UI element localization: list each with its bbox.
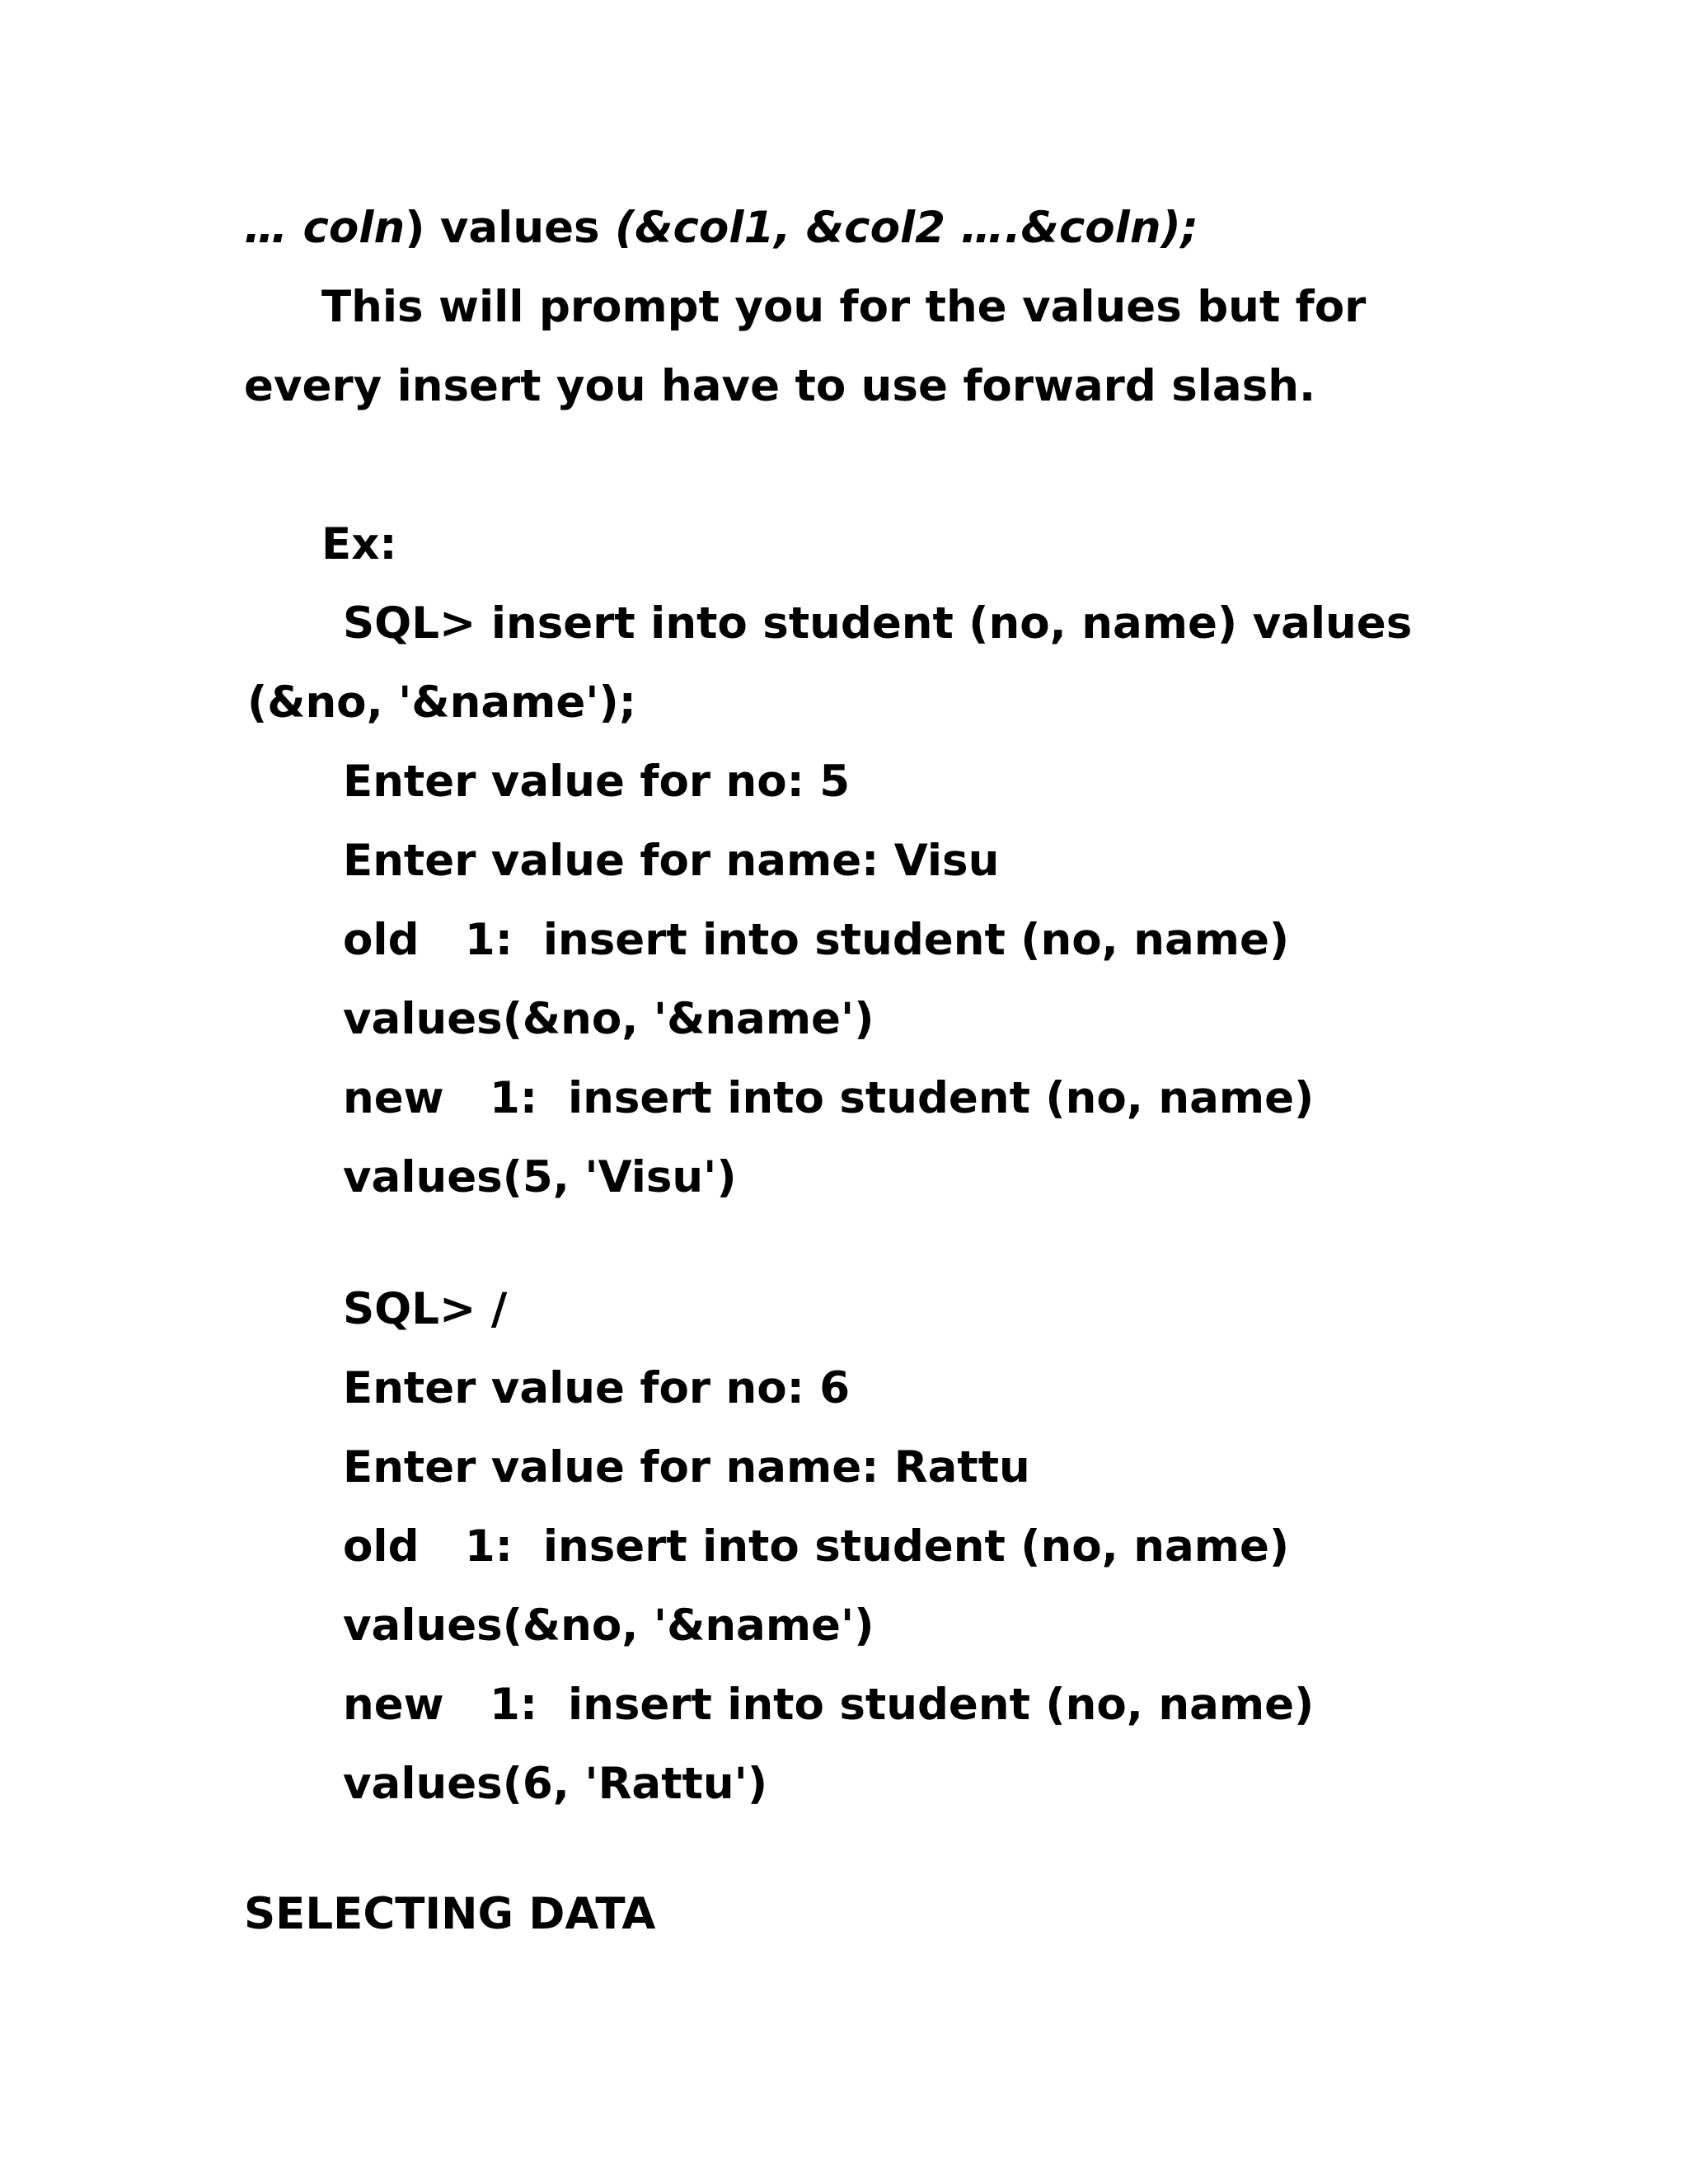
example-label: Ex: (321, 519, 397, 569)
paragraph-line-1: This will prompt you for the values but for (321, 282, 1367, 332)
paragraph-line-2: every insert you have to use forward slash. (244, 361, 1316, 411)
section-heading: SELECTING DATA (244, 1889, 656, 1939)
code-line: values(6, 'Rattu') (343, 1759, 768, 1809)
code-line: SQL> insert into student (no, name) values (343, 598, 1413, 649)
code-line: Enter value for name: Rattu (343, 1442, 1030, 1493)
code-line: old 1: insert into student (no, name) (343, 1521, 1290, 1572)
code-line: (&no, '&name'); (247, 677, 636, 728)
code-line: values(&no, '&name') (343, 994, 874, 1044)
code-line: SQL> / (343, 1284, 508, 1334)
code-line: Enter value for no: 5 (343, 757, 851, 807)
syntax-line (244, 203, 1198, 253)
code-line: values(5, 'Visu') (343, 1152, 737, 1202)
code-line: new 1: insert into student (no, name) (343, 1073, 1315, 1123)
code-line: values(&no, '&name') (343, 1601, 874, 1651)
code-line: new 1: insert into student (no, name) (343, 1680, 1315, 1730)
syntax-values-keyword: ) values (405, 203, 616, 253)
code-line: Enter value for name: Visu (343, 836, 1000, 886)
syntax-values-list: (&col1, &col2 ….&coln); (615, 203, 1198, 253)
code-line: old 1: insert into student (no, name) (343, 915, 1290, 965)
code-line: Enter value for no: 6 (343, 1363, 851, 1413)
syntax-columns: … coln (244, 203, 406, 253)
